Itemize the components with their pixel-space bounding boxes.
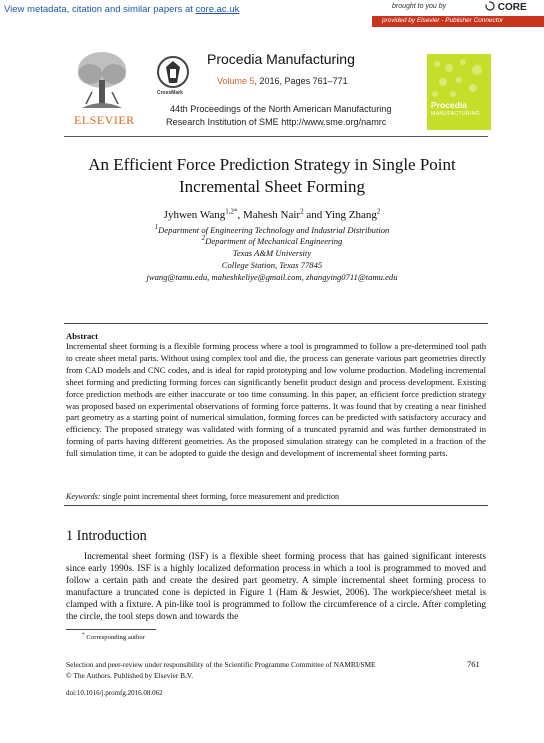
keywords-label: Keywords: [66, 492, 101, 501]
footnote-text: Corresponding author [84, 634, 145, 641]
cover-title: Procedia [431, 100, 467, 110]
abstract-top-rule [64, 323, 488, 324]
author-name: Ying Zhang [324, 209, 377, 221]
core-metadata-text [4, 4, 239, 15]
page-number: 761 [467, 659, 480, 669]
keywords-text: single point incremental sheet forming, force measurement and prediction [100, 492, 339, 501]
abstract-bottom-rule [64, 505, 488, 506]
crossmark-icon[interactable] [156, 55, 190, 89]
journal-cover-thumbnail [427, 54, 491, 130]
core-logo-label: CORE [497, 2, 527, 13]
copyright-line: © The Authors. Published by Elsevier B.V. [66, 671, 194, 680]
cover-subtitle: MANUFACTURING [431, 111, 480, 117]
footnote-star: * [82, 631, 85, 638]
provided-by-text: provided by Elsevier - Publisher Connector [382, 17, 504, 24]
doi-link[interactable]: doi:10.1016/j.promfg.2016.08.062 [66, 689, 163, 697]
author-name: Mahesh Nair [242, 209, 301, 221]
author-separator: , [237, 209, 243, 221]
author-affiliation-sup: 2 [300, 207, 304, 216]
affiliation-2-sup: 2 [201, 234, 206, 243]
affiliation-2-text: Department of Mechanical Engineering [205, 236, 343, 246]
author-emails: jwang@tamu.edu, maheshkeliye@gmail.com, zhangying0711@tamu.edu [146, 272, 398, 282]
header-divider [64, 136, 488, 137]
author-name: Jyhwen Wang [163, 209, 226, 221]
paper-title-line-2: Incremental Sheet Forming [178, 177, 365, 196]
author-affiliation-sup: 2 [376, 207, 381, 216]
section-heading-introduction: 1 Introduction [66, 528, 147, 544]
elsevier-tree-logo [72, 48, 132, 112]
author-list [0, 209, 544, 221]
elsevier-wordmark: ELSEVIER [74, 113, 135, 127]
crossmark-label: CrossMark [157, 90, 183, 96]
university-address: College Station, Texas 77845 [221, 260, 323, 270]
university-name: Texas A&M University [232, 248, 312, 258]
paper-title [0, 154, 544, 198]
introduction-paragraph: Incremental sheet forming (ISF) is a flexible sheet forming process that has gained significant interests since early 1990s. ISF is a highly localized deformation process in which a tool is programmed to moved and follow a certain path and create the desired part geometry. A simple incremental sheet forming process to manufacture a truncated cone is depicted in Figure 1 (Ham & Jeswiet, 2006). The workpiece/sheet metal is clamped with a fixture. A pin-like tool is programmed to follow the circumference of a circle. After completing the circle, the tool steps down and towards the [66, 552, 486, 623]
keywords-line [66, 492, 486, 501]
author-separator: and [303, 209, 325, 221]
abstract-body: Incremental sheet forming is a flexible forming process where a tool is programmed to follow a pre-determined tool path to create sheet metal parts. Without using complex tool and die, the process can generate various part geometries directly from CAD models and CNC codes, and is ideal for rapid prototyping and low volume production. Modeling incremental sheet forming and predicting forming forces can significantly benefit product design and process development. Existing force prediction methods are either inaccurate or too time consuming. In this paper, an efficient force prediction strategy was proposed based on experimental observations of forming force patterns. It was found that by creating a near finished part geometry as a starting point of numerical simulation, forming forces can be predicted with satisfactory accuracy and efficiency. The proposed strategy was validated with forming of a truncated pyramid and was further demonstrated in forming of parts having different geometries. As the proposed simulation strategy can be completed in a fraction of the full simulation time, it can be adopted to guide the design and development of incremental sheet forming parts. [66, 341, 486, 459]
proceedings-line-2: Research Institution of SME http://www.sme.org/namrc [166, 117, 387, 127]
volume-line [217, 76, 348, 86]
affiliation-1-sup: 1 [154, 223, 159, 232]
core-ac-uk-link[interactable]: core.ac.uk [195, 4, 240, 15]
affiliation-1-text: Department of Engineering Technology and Industrial Distribution [158, 225, 390, 235]
footnote-rule [66, 629, 156, 630]
affiliation-2 [0, 236, 544, 247]
abstract-heading: Abstract [66, 331, 98, 341]
brought-to-you-text: brought to you by [392, 3, 447, 10]
volume-rest: , 2016, Pages 761–771 [254, 76, 348, 86]
core-logo[interactable] [485, 1, 527, 13]
volume-link[interactable]: Volume 5 [217, 76, 255, 86]
paper-title-line-1: An Efficient Force Prediction Strategy in Single Point [88, 155, 456, 174]
journal-title: Procedia Manufacturing [207, 51, 355, 67]
proceedings-line-1: 44th Proceedings of the North American Manufacturing [170, 104, 392, 114]
cover-pattern-icon [427, 54, 491, 130]
affiliation-1 [0, 225, 544, 236]
corresponding-author-footnote [82, 631, 145, 641]
core-logo-icon [485, 1, 495, 11]
author-affiliation-sup: 1,2* [225, 207, 238, 216]
peer-review-statement: Selection and peer-review under responsibility of the Scientific Programme Committee of NAMRI/SME [66, 660, 376, 669]
core-metadata-label: View metadata, citation and similar papers at [4, 4, 193, 15]
